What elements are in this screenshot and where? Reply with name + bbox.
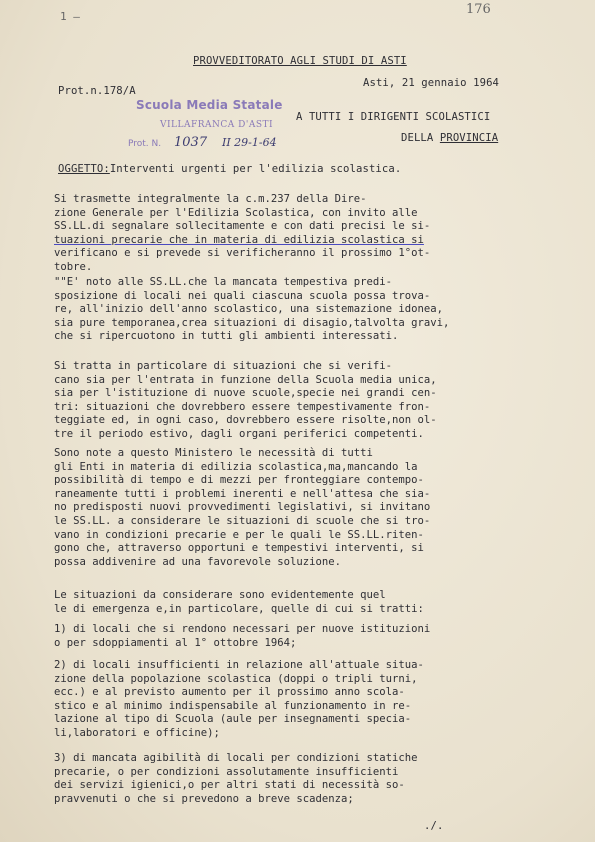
continuation-mark: ./. <box>424 820 444 832</box>
text-line: stico e al minimo indispensabile al funzionamento in re- <box>54 699 412 712</box>
text-line: tri: situazioni che dovrebbero essere tempestivamente fron- <box>54 400 431 413</box>
text-line: raneamente tutti i problemi inerenti e nell'attesa che sia- <box>54 487 431 500</box>
text-line: o per sdoppiamenti al 1° ottobre 1964; <box>54 636 297 649</box>
text-line: tobre. <box>54 260 93 273</box>
paragraph-1 <box>54 193 554 275</box>
paragraph-5 <box>54 589 554 616</box>
text-line: sia pure temporanea,crea situazioni di disagio,talvolta gravi, <box>54 316 450 329</box>
text-line: ""E' noto alle SS.LL.che la mancata tempestiva predi- <box>54 276 393 288</box>
text-line: sia per l'istituzione di nuove scuole,specie nei grandi cen- <box>54 387 437 400</box>
corner-marks: 1 — <box>60 10 80 23</box>
text-line: possa addivenire ad una favorevole soluzione. <box>54 555 342 568</box>
document-date: Asti, 21 gennaio 1964 <box>363 77 500 89</box>
subject-text: Interventi urgenti per l'edilizia scolastica. <box>109 163 402 175</box>
text-line: le di emergenza e,in particolare, quelle di cui si tratti: <box>54 602 424 615</box>
paragraph-3 <box>54 360 554 442</box>
text-line: 3) di mancata agibilità di locali per condizioni statiche <box>54 752 418 764</box>
stamp-prot-label: Prot. N. <box>128 139 162 149</box>
text-line: lazione al tipo di Scuola (aule per insegnamenti specia- <box>54 713 412 726</box>
text-line: tre il periodo estivo, dagli organi periferici competenti. <box>54 427 424 440</box>
text-line: sposizione di locali nei quali ciascuna scuola possa trova- <box>54 289 431 302</box>
text-line: precarie, o per condizioni assolutamente insufficienti <box>54 765 399 778</box>
text-line: gono che, attraverso opportuni e tempestivi interventi, si <box>54 542 424 555</box>
text-line: Si tratta in particolare di situazioni che si verifi- <box>54 360 393 372</box>
text-line: dei servizi igienici,o per altri stati di necessità so- <box>54 779 405 792</box>
text-line: ecc.) e al previsto aumento per il prossimo anno scola- <box>54 686 405 699</box>
recipient-line-1: A TUTTI I DIRIGENTI SCOLASTICI <box>296 111 491 123</box>
text-line: Le situazioni da considerare sono evidentemente quel <box>54 589 386 601</box>
text-line: che si ripercuotono in tutti gli ambienti interessati. <box>54 330 399 343</box>
text-line: Si trasmette integralmente la c.m.237 della Dire- <box>54 193 367 205</box>
list-item-1 <box>54 623 554 650</box>
stamp-prot-date: II 29-1-64 <box>222 136 277 149</box>
document-title: PROVVEDITORATO AGLI STUDI DI ASTI <box>193 55 407 67</box>
stamp-line-1: Scuola Media Statale <box>136 98 283 112</box>
protocol-number: Prot.n.178/A <box>58 85 136 97</box>
text-line: no predisposti nuovi provvedimenti legislativi, si invitano <box>54 501 431 514</box>
text-line: 2) di locali insufficienti in relazione all'attuale situa- <box>54 659 424 671</box>
text-line: re, all'inizio dell'anno scolastico, una sistemazione idonea, <box>54 303 444 316</box>
text-line: gli Enti in materia di edilizia scolastica,ma,mancando la <box>54 460 418 473</box>
text-line: Sono note a questo Ministero le necessità di tutti <box>54 447 373 459</box>
paragraph-4 <box>54 447 554 569</box>
text-line: verificano e si prevede si verificheranno il prossimo 1°ot- <box>54 247 431 260</box>
text-line: le SS.LL. a considerare le situazioni di scuole che si tro- <box>54 514 431 527</box>
stamp-prot-number: 1037 <box>174 135 208 150</box>
text-line: li,laboratori e officine); <box>54 726 220 739</box>
page-number-handwritten: 176 <box>466 2 491 17</box>
text-line: vano in condizioni precarie e per le quali le SS.LL.riten- <box>54 528 424 541</box>
subject-line <box>58 163 401 176</box>
recipient-line-2: DELLA PROVINCIA <box>401 132 499 144</box>
text-line: 1) di locali che si rendono necessari per nuove istituzioni <box>54 623 431 635</box>
stamp-line-2: VILLAFRANCA D'ASTI <box>160 120 274 130</box>
paragraph-2 <box>54 276 554 344</box>
text-line: cano sia per l'entrata in funzione della Scuola media unica, <box>54 373 437 386</box>
text-line: pravvenuti o che si prevedono a breve scadenza; <box>54 792 354 805</box>
text-line: possibilità di tempo e di mezzi per fronteggiare contempo- <box>54 474 424 487</box>
text-line: zione della popolazione scolastica (doppi o tripli turni, <box>54 672 418 685</box>
subject-label: OGGETTO: <box>58 163 110 175</box>
school-stamp <box>126 98 286 154</box>
list-item-2 <box>54 659 554 741</box>
text-line: tuazioni precarie che in materia di edilizia scolastica si <box>54 233 424 246</box>
text-line: SS.LL.di segnalare sollecitamente e con dati precisi le si- <box>54 220 431 233</box>
text-line: teggiate ed, in ogni caso, dovrebbero essere risolte,non ol- <box>54 414 437 427</box>
list-item-3 <box>54 752 554 806</box>
text-line: zione Generale per l'Edilizia Scolastica, con invito alle <box>54 206 418 219</box>
